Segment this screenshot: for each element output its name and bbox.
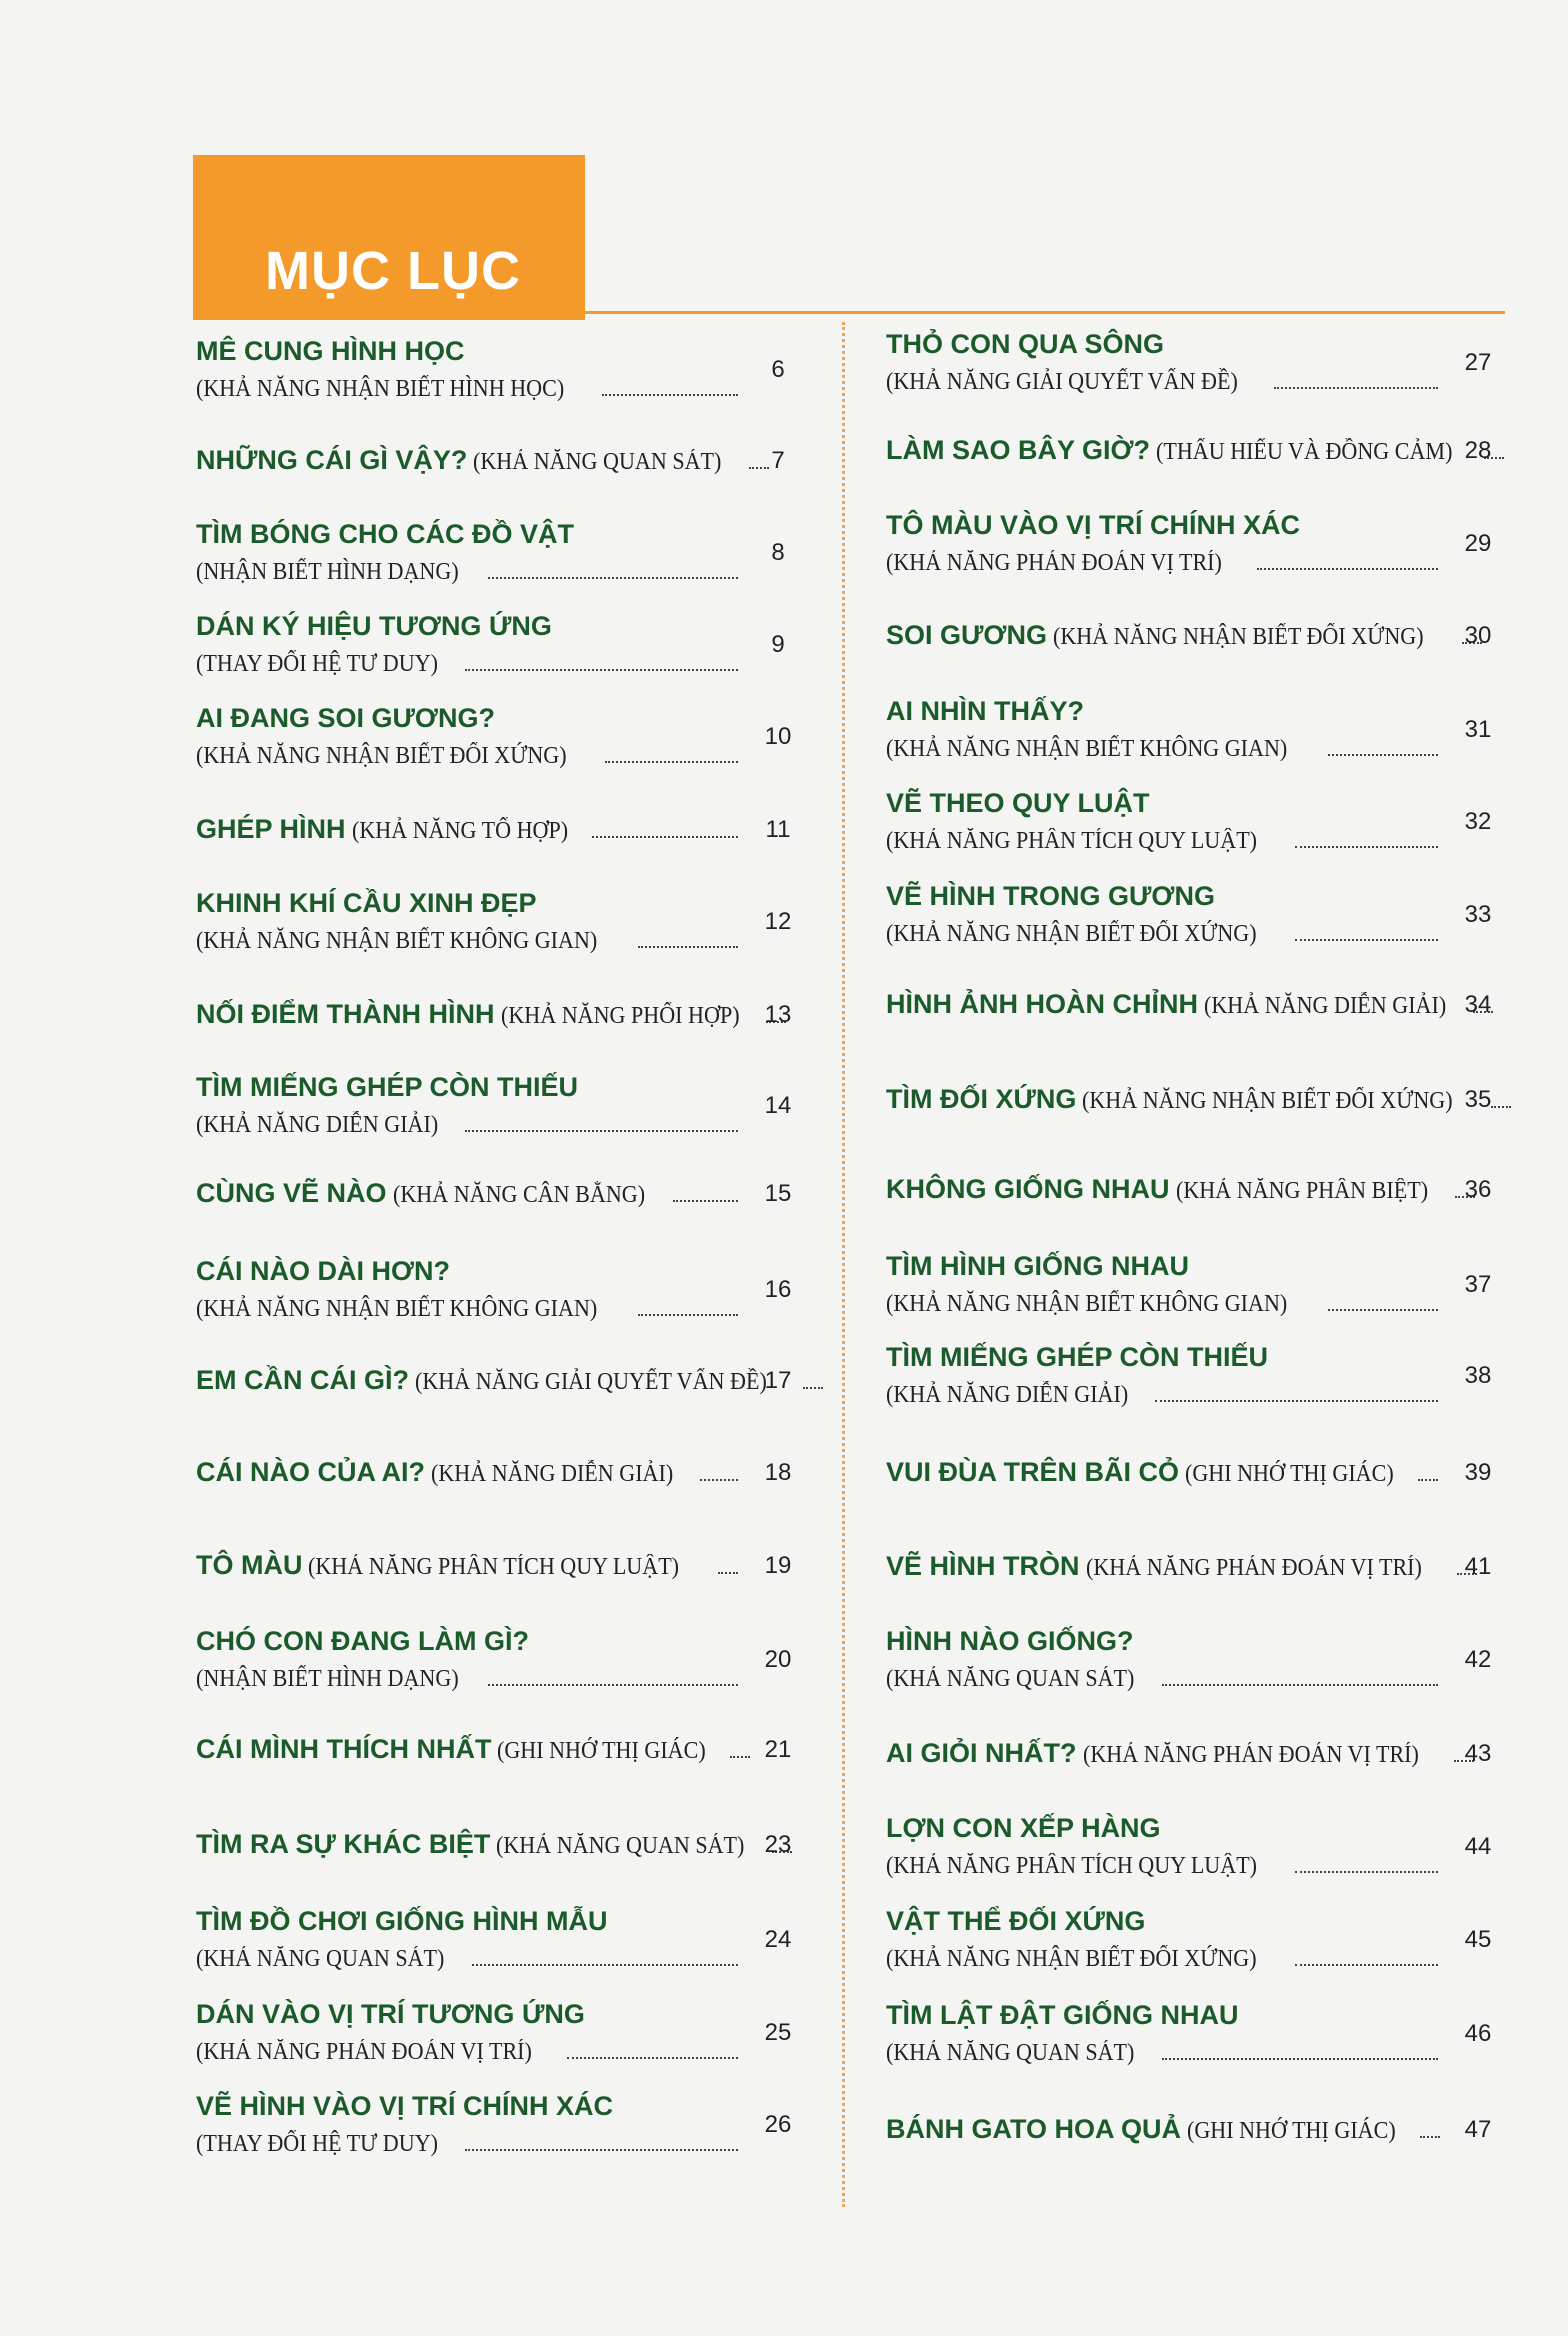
toc-entry-subtitle: (KHẢ NĂNG DIỄN GIẢI) <box>431 1461 674 1487</box>
toc-page-number: 41 <box>1464 1553 1492 1580</box>
toc-page-number: 23 <box>764 1831 792 1858</box>
toc-entry-title: BÁNH GATO HOA QUẢ <box>886 2114 1181 2144</box>
toc-entry[interactable] <box>886 1807 1442 1887</box>
toc-entry-subtitle: (KHẢ NĂNG GIẢI QUYẾT VẤN ĐỀ) <box>886 369 1238 395</box>
toc-entry[interactable] <box>196 993 742 1037</box>
toc-entry[interactable] <box>886 504 1442 584</box>
toc-page-number: 10 <box>764 723 792 750</box>
toc-entry[interactable] <box>886 1994 1442 2074</box>
toc-entry-subtitle: (GHI NHỚ THỊ GIÁC) <box>497 1738 707 1764</box>
toc-entry-subtitle: (KHẢ NĂNG QUAN SÁT) <box>886 1666 1135 1692</box>
toc-entry-title: AI ĐANG SOI GƯƠNG? <box>196 703 495 733</box>
toc-entry-subtitle: (KHẢ NĂNG QUAN SÁT) <box>496 1833 745 1859</box>
toc-page-number: 32 <box>1464 808 1492 835</box>
toc-page-number: 46 <box>1464 2020 1492 2047</box>
toc-entry[interactable] <box>886 1245 1442 1325</box>
toc-entry-title: VẼ HÌNH VÀO VỊ TRÍ CHÍNH XÁC <box>196 2091 614 2121</box>
toc-entry-title: AI NHÌN THẤY? <box>886 696 1084 726</box>
toc-entry-title: VẼ THEO QUY LUẬT <box>886 788 1150 818</box>
toc-entry[interactable] <box>196 513 742 593</box>
dot-leader <box>638 946 738 948</box>
dot-leader <box>1295 1871 1438 1873</box>
toc-entry[interactable] <box>196 1993 742 2073</box>
toc-page-number: 34 <box>1464 991 1492 1018</box>
toc-entry-subtitle: (KHẢ NĂNG NHẬN BIẾT ĐỐI XỨNG) <box>886 1946 1257 1972</box>
toc-entry-title: CÁI MÌNH THÍCH NHẤT <box>196 1734 492 1764</box>
toc-entry-title: CÁI NÀO DÀI HƠN? <box>196 1256 451 1286</box>
toc-entry-subtitle: (KHẢ NĂNG PHÁN ĐOÁN VỊ TRÍ) <box>1085 1555 1422 1581</box>
toc-entry-subtitle: (THAY ĐỔI HỆ TƯ DUY) <box>196 2131 439 2157</box>
toc-entry-subtitle: (KHẢ NĂNG NHẬN BIẾT ĐỐI XỨNG) <box>1052 624 1424 650</box>
toc-page-number: 26 <box>764 2111 792 2138</box>
toc-entry[interactable] <box>196 1728 742 1772</box>
dot-leader <box>1328 1309 1438 1311</box>
toc-page-number: 39 <box>1464 1459 1492 1486</box>
dot-leader <box>465 669 738 671</box>
toc-entry-title: VẼ HÌNH TRÒN <box>886 1551 1080 1581</box>
toc-entry[interactable] <box>196 1451 742 1495</box>
dot-leader <box>700 1479 738 1481</box>
column-divider <box>842 322 845 2207</box>
toc-entry-title: TÌM ĐỐI XỨNG <box>886 1084 1077 1114</box>
toc-entry[interactable] <box>886 1078 1453 1122</box>
toc-entry[interactable] <box>196 1620 742 1700</box>
toc-entry[interactable] <box>886 983 1447 1027</box>
toc-entry-title: HÌNH NÀO GIỐNG? <box>886 1626 1134 1656</box>
toc-entry-subtitle: (KHẢ NĂNG DIỄN GIẢI) <box>886 1382 1129 1408</box>
toc-page-number: 29 <box>1464 530 1492 557</box>
toc-entry-title: TÌM ĐỒ CHƠI GIỐNG HÌNH MẪU <box>196 1906 608 1936</box>
toc-entry-title: AI GIỎI NHẤT? <box>886 1738 1077 1768</box>
dot-leader <box>1295 846 1438 848</box>
toc-page-number: 37 <box>1464 1271 1492 1298</box>
toc-entry[interactable] <box>886 782 1442 862</box>
toc-entry-title: TÌM BÓNG CHO CÁC ĐỒ VẬT <box>196 519 574 549</box>
dot-leader <box>718 1572 738 1574</box>
toc-page-number: 45 <box>1464 1926 1492 1953</box>
toc-entry-subtitle: (KHẢ NĂNG GIẢI QUYẾT VẤN ĐỀ) <box>415 1369 767 1395</box>
toc-entry[interactable] <box>196 697 742 777</box>
toc-entry[interactable] <box>886 690 1442 770</box>
toc-entry[interactable] <box>886 429 1453 473</box>
toc-entry-title: CÁI NÀO CỦA AI? <box>196 1457 425 1487</box>
toc-page-number: 31 <box>1464 716 1492 743</box>
toc-entry-title: VUI ĐÙA TRÊN BÃI CỎ <box>886 1457 1180 1487</box>
toc-page-number: 38 <box>1464 1362 1492 1389</box>
toc-page-number: 36 <box>1464 1176 1492 1203</box>
toc-entry-subtitle: (GHI NHỚ THỊ GIÁC) <box>1185 1461 1394 1487</box>
toc-entry[interactable] <box>886 1732 1442 1776</box>
toc-entry-title: THỎ CON QUA SÔNG <box>886 329 1165 359</box>
toc-entry-title: DÁN KÝ HIỆU TƯƠNG ỨNG <box>196 611 552 641</box>
toc-page-number: 12 <box>764 908 792 935</box>
toc-entry[interactable] <box>886 1168 1442 1212</box>
toc-page-number: 43 <box>1464 1740 1492 1767</box>
toc-entry-title: TÌM RA SỰ KHÁC BIỆT <box>196 1829 491 1859</box>
dot-leader <box>1162 1684 1438 1686</box>
toc-page-number: 30 <box>1464 622 1492 649</box>
dot-leader <box>1420 2136 1440 2138</box>
toc-entry-subtitle: (KHẢ NĂNG NHẬN BIẾT KHÔNG GIAN) <box>196 928 598 954</box>
toc-entry[interactable] <box>886 2108 1442 2152</box>
toc-entry-subtitle: (NHẬN BIẾT HÌNH DẠNG) <box>196 1666 459 1692</box>
toc-entry-title: MÊ CUNG HÌNH HỌC <box>196 336 465 366</box>
dot-leader <box>1274 387 1438 389</box>
dot-leader <box>602 394 738 396</box>
toc-entry[interactable] <box>886 1545 1442 1589</box>
toc-page-number: 33 <box>1464 901 1492 928</box>
toc-entry-subtitle: (KHẢ NĂNG NHẬN BIẾT ĐỐI XỨNG) <box>196 743 567 769</box>
dot-leader <box>673 1200 738 1202</box>
dot-leader <box>1328 754 1438 756</box>
dot-leader <box>592 836 738 838</box>
toc-entry[interactable] <box>886 1451 1442 1495</box>
toc-entry-subtitle: (KHẢ NĂNG NHẬN BIẾT KHÔNG GIAN) <box>886 736 1288 762</box>
toc-entry-subtitle: (KHẢ NĂNG QUAN SÁT) <box>886 2040 1135 2066</box>
toc-page-number: 28 <box>1464 437 1492 464</box>
toc-entry[interactable] <box>196 808 742 852</box>
toc-entry-subtitle: (KHẢ NĂNG NHẬN BIẾT HÌNH HỌC) <box>196 376 565 402</box>
toc-entry[interactable] <box>196 1066 742 1146</box>
toc-entry-title: LỢN CON XẾP HÀNG <box>886 1813 1161 1843</box>
toc-entry-title: TÌM MIẾNG GHÉP CÒN THIẾU <box>196 1072 579 1102</box>
dot-leader <box>1162 2058 1438 2060</box>
toc-entry[interactable] <box>196 439 742 483</box>
toc-entry-title: HÌNH ẢNH HOÀN CHỈNH <box>886 989 1198 1019</box>
toc-entry-subtitle: (KHẢ NĂNG PHÂN TÍCH QUY LUẬT) <box>886 1853 1258 1879</box>
toc-entry[interactable] <box>196 1900 742 1980</box>
toc-entry-subtitle: (KHẢ NĂNG NHẬN BIẾT KHÔNG GIAN) <box>196 1296 598 1322</box>
toc-entry-title: EM CẦN CÁI GÌ? <box>196 1365 409 1395</box>
toc-page-number: 17 <box>764 1367 792 1394</box>
dot-leader <box>465 2149 738 2151</box>
toc-entry[interactable] <box>196 1359 767 1403</box>
toc-page-number: 24 <box>764 1926 792 1953</box>
header-banner <box>193 155 585 320</box>
toc-page-number: 9 <box>771 631 785 658</box>
toc-entry-title: NỐI ĐIỂM THÀNH HÌNH <box>196 999 495 1029</box>
toc-entry-title: TÔ MÀU VÀO VỊ TRÍ CHÍNH XÁC <box>886 510 1301 540</box>
toc-entry-subtitle: (THAY ĐỔI HỆ TƯ DUY) <box>196 651 439 677</box>
dot-leader <box>488 1684 738 1686</box>
dot-leader <box>605 761 738 763</box>
toc-entry-subtitle: (KHẢ NĂNG PHÁN ĐOÁN VỊ TRÍ) <box>1082 1742 1419 1768</box>
toc-entry-subtitle: (KHẢ NĂNG NHẬN BIẾT ĐỐI XỨNG) <box>1082 1088 1453 1114</box>
toc-entry[interactable] <box>196 1544 742 1588</box>
toc-page-number: 44 <box>1464 1833 1492 1860</box>
toc-page-number: 16 <box>764 1276 792 1303</box>
toc-page-number: 21 <box>764 1736 792 1763</box>
toc-entry-subtitle: (KHẢ NĂNG NHẬN BIẾT ĐỐI XỨNG) <box>886 921 1257 947</box>
toc-entry-title: KHÔNG GIỐNG NHAU <box>886 1174 1170 1204</box>
toc-entry-subtitle: (THẤU HIỂU VÀ ĐỒNG CẢM) <box>1156 439 1453 465</box>
dot-leader <box>1418 1479 1438 1481</box>
header-rule <box>585 311 1505 314</box>
toc-entry-title: TÌM LẬT ĐẬT GIỐNG NHAU <box>886 2000 1239 2030</box>
toc-entry-subtitle: (KHẢ NĂNG TỔ HỢP) <box>351 818 568 844</box>
toc-entry-subtitle: (GHI NHỚ THỊ GIÁC) <box>1187 2118 1396 2144</box>
toc-entry[interactable] <box>196 2085 742 2165</box>
dot-leader <box>1257 568 1438 570</box>
toc-entry[interactable] <box>196 1250 742 1330</box>
toc-page-number: 20 <box>764 1646 792 1673</box>
dot-leader <box>1295 939 1438 941</box>
toc-entry[interactable] <box>886 1336 1442 1416</box>
toc-page-number: 19 <box>764 1552 792 1579</box>
toc-entry[interactable] <box>886 1900 1442 1980</box>
toc-entry[interactable] <box>196 882 742 962</box>
toc-entry[interactable] <box>886 614 1442 658</box>
toc-entry-subtitle: (KHẢ NĂNG DIỄN GIẢI) <box>1204 993 1447 1019</box>
toc-entry-title: KHINH KHÍ CẦU XINH ĐẸP <box>196 888 537 918</box>
toc-entry-subtitle: (KHẢ NĂNG PHÁN ĐOÁN VỊ TRÍ) <box>886 550 1222 576</box>
toc-entry-title: DÁN VÀO VỊ TRÍ TƯƠNG ỨNG <box>196 1999 585 2029</box>
toc-page-number: 14 <box>764 1092 792 1119</box>
toc-entry-subtitle: (KHẢ NĂNG QUAN SÁT) <box>473 449 722 475</box>
dot-leader <box>1295 1964 1438 1966</box>
dot-leader <box>567 2057 738 2059</box>
toc-entry-title: CHÓ CON ĐANG LÀM GÌ? <box>196 1626 529 1656</box>
toc-entry-subtitle: (KHẢ NĂNG QUAN SÁT) <box>196 1946 445 1972</box>
toc-entry[interactable] <box>196 1172 742 1216</box>
toc-page-number: 15 <box>764 1180 792 1207</box>
dot-leader <box>488 577 738 579</box>
toc-entry-subtitle: (KHẢ NĂNG PHÂN TÍCH QUY LUẬT) <box>886 828 1258 854</box>
toc-entry-title: GHÉP HÌNH <box>196 814 346 844</box>
toc-entry[interactable] <box>886 323 1442 403</box>
toc-page-number: 8 <box>771 539 785 566</box>
toc-entry-title: NHỮNG CÁI GÌ VẬY? <box>196 445 468 475</box>
toc-entry-title: SOI GƯƠNG <box>886 620 1047 650</box>
toc-entry-subtitle: (KHẢ NĂNG CÂN BẰNG) <box>392 1182 645 1208</box>
toc-page-number: 47 <box>1464 2116 1492 2143</box>
toc-entry-title: VẬT THỂ ĐỐI XỨNG <box>886 1906 1146 1936</box>
toc-entry[interactable] <box>196 330 742 410</box>
toc-entry-subtitle: (KHẢ NĂNG NHẬN BIẾT KHÔNG GIAN) <box>886 1291 1288 1317</box>
toc-page-number: 25 <box>764 2019 792 2046</box>
toc-page-number: 6 <box>771 356 785 383</box>
toc-entry-title: TÌM HÌNH GIỐNG NHAU <box>886 1251 1189 1281</box>
dot-leader <box>465 1130 738 1132</box>
toc-entry-title: CÙNG VẼ NÀO <box>196 1178 387 1208</box>
toc-page-number: 11 <box>765 816 791 843</box>
toc-page-number: 35 <box>1464 1086 1492 1113</box>
toc-page-number: 27 <box>1464 349 1492 376</box>
toc-page-number: 7 <box>771 447 785 474</box>
toc-entry-subtitle: (KHẢ NĂNG PHỐI HỢP) <box>500 1003 740 1029</box>
toc-entry-title: TÌM MIẾNG GHÉP CÒN THIẾU <box>886 1342 1269 1372</box>
toc-page-number: 42 <box>1464 1646 1492 1673</box>
toc-entry[interactable] <box>196 1823 745 1867</box>
toc-entry-subtitle: (NHẬN BIẾT HÌNH DẠNG) <box>196 559 459 585</box>
toc-entry-subtitle: (KHẢ NĂNG DIỄN GIẢI) <box>196 1112 439 1138</box>
dot-leader <box>472 1964 738 1966</box>
toc-entry-subtitle: (KHẢ NĂNG PHÁN ĐOÁN VỊ TRÍ) <box>196 2039 532 2065</box>
toc-page-number: 18 <box>764 1459 792 1486</box>
toc-entry[interactable] <box>196 605 742 685</box>
toc-entry-title: TÔ MÀU <box>196 1550 303 1580</box>
dot-leader <box>1155 1400 1438 1402</box>
toc-entry-title: LÀM SAO BÂY GIỜ? <box>886 435 1151 465</box>
toc-entry-subtitle: (KHẢ NĂNG PHÂN BIỆT) <box>1175 1178 1428 1204</box>
page-title: MỤC LỤC <box>265 241 521 301</box>
toc-page-number: 13 <box>764 1001 792 1028</box>
toc-entry-title: VẼ HÌNH TRONG GƯƠNG <box>886 881 1215 911</box>
dot-leader <box>638 1314 738 1316</box>
toc-entry[interactable] <box>886 1620 1442 1700</box>
toc-entry-subtitle: (KHẢ NĂNG PHÂN TÍCH QUY LUẬT) <box>308 1554 680 1580</box>
toc-entry[interactable] <box>886 875 1442 955</box>
